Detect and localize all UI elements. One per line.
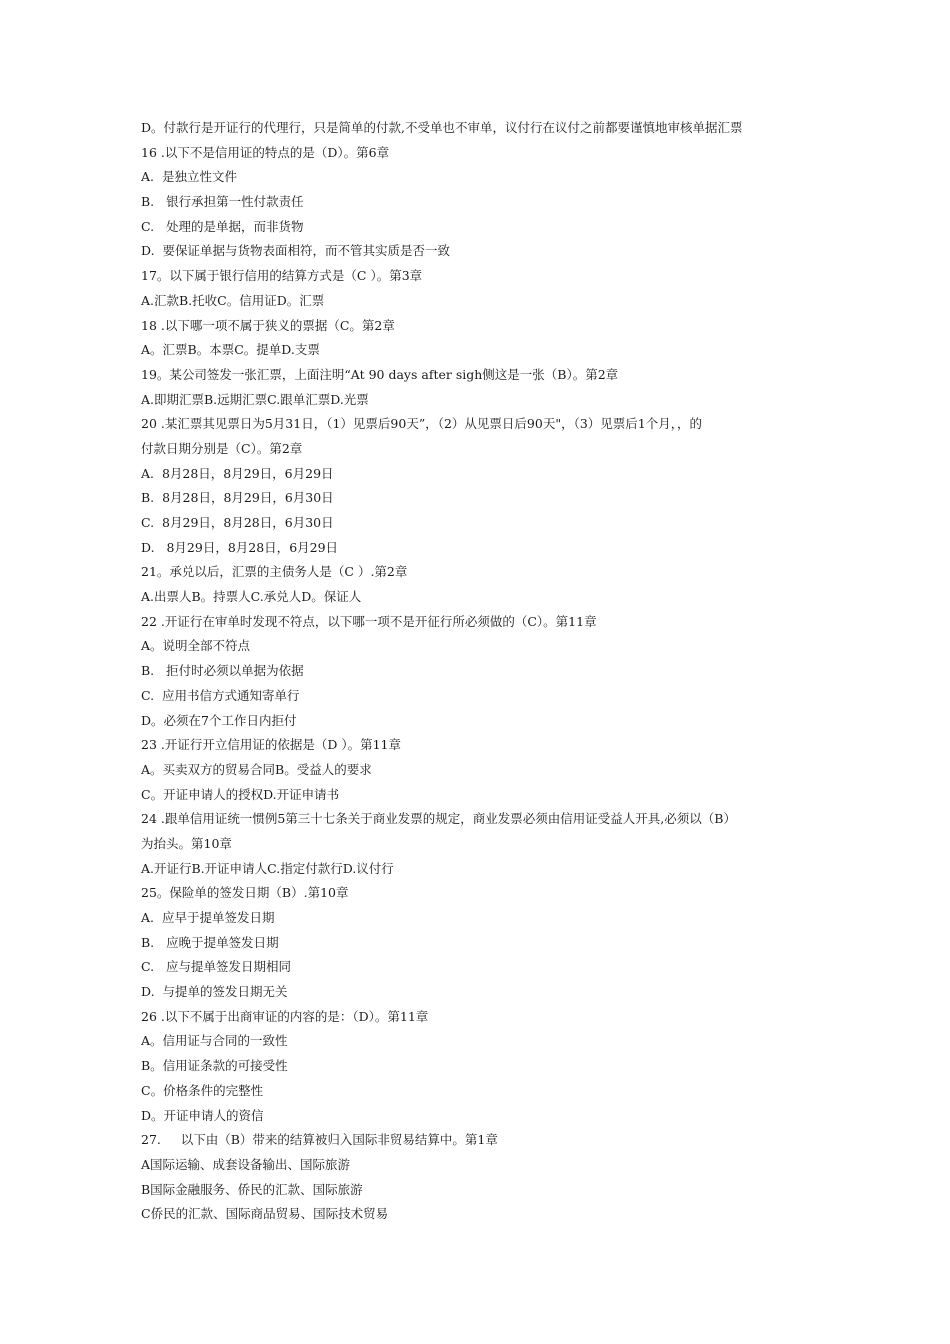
text-line: C。开证申请人的授权D.开证申请书 bbox=[141, 786, 340, 802]
text-line: 22 .开证行在审单时发现不符点，以下哪一项不是开征行所必须做的（C）。第11章 bbox=[141, 613, 597, 629]
text-line: A. 应早于提单签发日期 bbox=[141, 910, 275, 925]
text-line: 24 .跟单信用证统一惯例5第三十七条关于商业发票的规定，商业发票必须由信用证受益人开具,必须以（B） bbox=[141, 811, 736, 827]
text-line: 26 .以下不属于出商审证的内容的是：（D）。第11章 bbox=[141, 1008, 429, 1024]
text-line: 23 .开证行开立信用证的依据是（D ）。第11章 bbox=[141, 737, 402, 753]
text-line: 27. 以下由（B）带来的结算被归入国际非贸易结算中。第1章 bbox=[141, 1132, 498, 1148]
text-line: 16 .以下不是信用证的特点的是（D）。第6章 bbox=[141, 144, 390, 160]
text-line: D。必须在7个工作日内拒付 bbox=[141, 712, 297, 728]
document-body bbox=[141, 116, 821, 1227]
text-line: 为抬头。第10章 bbox=[141, 835, 232, 851]
text-line: D. 8月29日，8月28日，6月29日 bbox=[141, 539, 339, 555]
text-line: A。买卖双方的贸易合同B。受益人的要求 bbox=[141, 761, 372, 777]
text-line: A.出票人B。持票人C.承兑人D。保证人 bbox=[141, 589, 362, 605]
text-line: C. 处理的是单据，而非货物 bbox=[141, 218, 304, 234]
text-line: B. 银行承担第一性付款责任 bbox=[141, 194, 304, 210]
text-line: 19。某公司签发一张汇票，上面注明“At 90 days after sigh侧这是一张（B）。第2章 bbox=[141, 366, 619, 382]
text-line: B。信用证条款的可接受性 bbox=[141, 1058, 288, 1074]
text-line: 17。以下属于银行信用的结算方式是（C ）。第3章 bbox=[141, 268, 423, 284]
text-line: A. 是独立性文件 bbox=[141, 169, 237, 185]
text-line: A. 8月28日，8月29日，6月29日 bbox=[141, 465, 334, 481]
text-line: C. 应与提单签发日期相同 bbox=[141, 959, 292, 975]
text-line: A国际运输、成套设备输出、国际旅游 bbox=[141, 1156, 351, 1172]
text-line: D。付款行是开证行的代理行，只是简单的付款,不受单也不审单，议付行在议付之前都要谨慎地审核单据汇票 bbox=[141, 120, 743, 135]
text-line: A.开证行B.开证申请人C.指定付款行D.议付行 bbox=[141, 860, 394, 876]
text-line: 25。保险单的签发日期（B）.第10章 bbox=[141, 885, 349, 901]
text-line: C侨民的汇款、国际商品贸易、国际技术贸易 bbox=[141, 1206, 389, 1222]
text-line: 18 .以下哪一项不属于狭义的票据（C。第2章 bbox=[141, 317, 395, 333]
text-line: C。价格条件的完整性 bbox=[141, 1082, 264, 1098]
text-line: A.汇款B.托收C。信用证D。汇票 bbox=[141, 292, 325, 308]
text-line: B. 拒付时必须以单据为依据 bbox=[141, 663, 304, 679]
text-line: A。说明全部不符点 bbox=[141, 638, 251, 654]
text-line: 20 .某汇票其见票日为5月31日，（1）见票后90天”，（2）从见票日后90天"，（3）见票后1个月，，的 bbox=[141, 416, 702, 432]
text-line: C. 8月29日，8月28日，6月30日 bbox=[141, 515, 334, 530]
text-line: D. 与提单的签发日期无关 bbox=[141, 984, 288, 1000]
text-line: D。开证申请人的资信 bbox=[141, 1107, 264, 1123]
text-line: A.即期汇票B.远期汇票C.跟单汇票D.光票 bbox=[141, 391, 369, 407]
text-line: A。信用证与合同的一致性 bbox=[141, 1033, 288, 1049]
text-line: 付款日期分别是（C）。第2章 bbox=[141, 440, 303, 456]
text-line: C. 应用书信方式通知寄单行 bbox=[141, 687, 300, 703]
text-line: 21。承兑以后，汇票的主债务人是（C ）.第2章 bbox=[141, 564, 408, 580]
text-line: B. 8月28日，8月29日，6月30日 bbox=[141, 490, 334, 506]
text-line: A。汇票B。本票C。提单D.支票 bbox=[141, 342, 320, 358]
text-line: D. 要保证单据与货物表面相符，而不管其实质是否一致 bbox=[141, 243, 450, 259]
text-line: B. 应晚于提单签发日期 bbox=[141, 934, 279, 950]
text-line: B国际金融服务、侨民的汇款、国际旅游 bbox=[141, 1181, 363, 1197]
